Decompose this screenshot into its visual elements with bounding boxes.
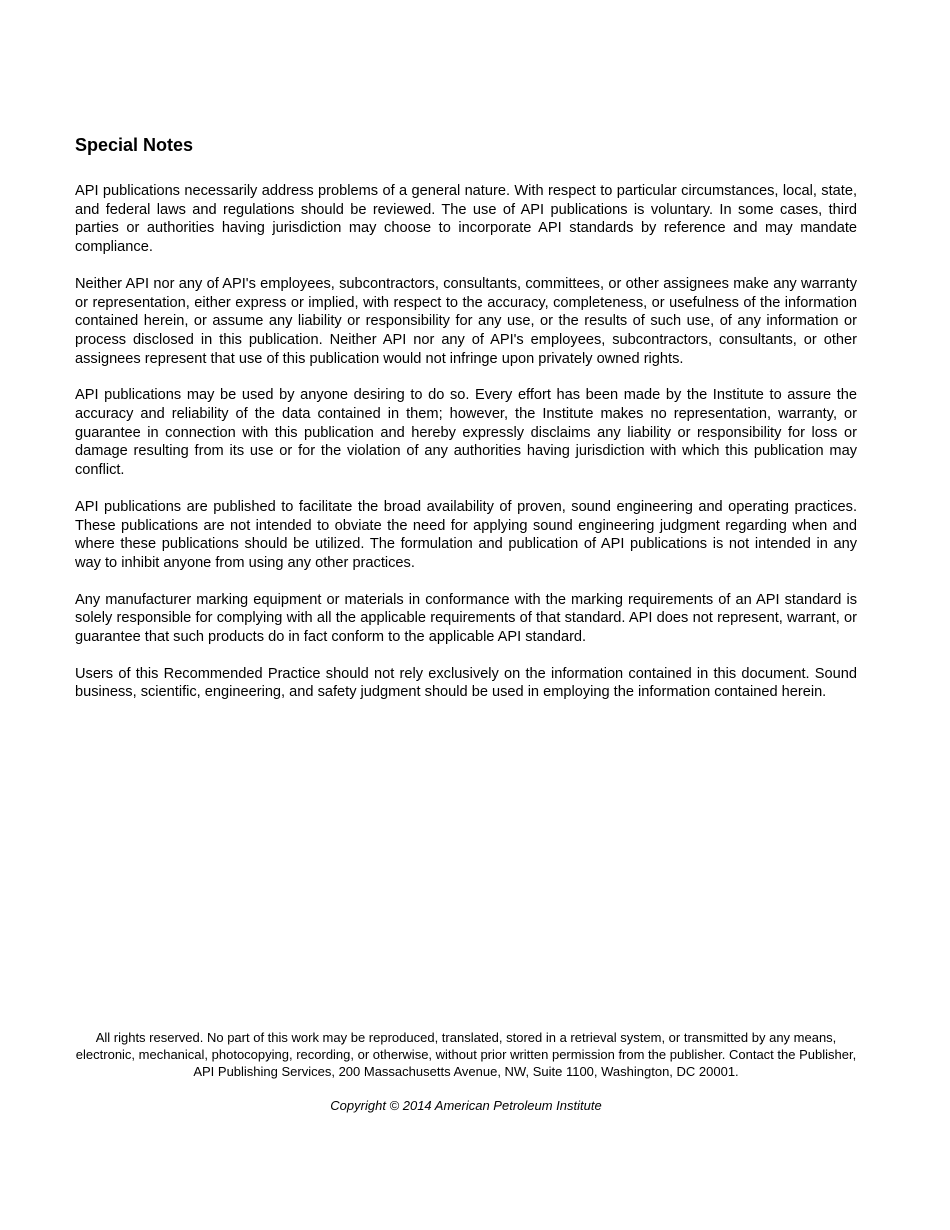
page-footer: [70, 1029, 862, 1114]
note-paragraph-manufacturer-marking: Any manufacturer marking equipment or materials in conformance with the marking requirements of an API standard is solely responsible for complying with all the applicable requirements of that standard. API does not represent, warrant, or guarantee that such products do in fact conform to the applicable API standard.: [75, 591, 857, 646]
note-paragraph-voluntary-use: API publications necessarily address problems of a general nature. With respect to particular circumstances, local, state, and federal laws and regulations should be reviewed. The use of API publications is voluntary. In some cases, third parties or authorities having jurisdiction may choose to incorporate API standards by reference and may mandate compliance.: [75, 183, 857, 256]
special-notes-section: [75, 132, 857, 720]
note-paragraph-liability-disclaimer: API publications may be used by anyone desiring to do so. Every effort has been made by the Institute to assure the accuracy and reliability of the data contained in them; however, the Institute makes no representation, warranty, or guarantee in connection with this publication and hereby expressly disclaims any liability or responsibility for loss or damage resulting from its use or for the violation of any authorities having jurisdiction with which this publication may conflict.: [75, 387, 857, 479]
note-paragraph-purpose: API publications are published to facilitate the broad availability of proven, sound engineering and operating practices. These publications are not intended to obviate the need for applying sound engineering judgment regarding when and where these publications should be utilized. The formulation and publication of API publications is not intended in any way to inhibit anyone from using any other practices.: [75, 498, 857, 571]
page-title: Special Notes: [75, 135, 194, 155]
note-paragraph-user-judgment: Users of this Recommended Practice should not rely exclusively on the information contained in this document. Sound business, scientific, engineering, and safety judgment should be used in employing the information contained herein.: [75, 665, 857, 701]
copyright-notice: Copyright © 2014 American Petroleum Institute: [330, 1097, 602, 1113]
rights-notice: All rights reserved. No part of this work may be reproduced, translated, stored in a retrieval system, or transmitted by any means, electronic, mechanical, photocopying, recording, or otherwise, without prior written permission from the publisher. Contact the Publisher, API Publishing Services, 200 Massachusetts Avenue, NW, Suite 1100, Washington, DC 20001.: [75, 1030, 857, 1080]
note-paragraph-no-warranty: Neither API nor any of API's employees, subcontractors, consultants, committees, or other assignees make any warranty or representation, either express or implied, with respect to the accuracy, completeness, or usefulness of the information contained herein, or assume any liability or responsibility for any use, or the results of such use, of any information or process disclosed in this publication. Neither API nor any of API's employees, subcontractors, consultants, or other assignees represent that use of this publication would not infringe upon privately owned rights.: [75, 275, 857, 367]
